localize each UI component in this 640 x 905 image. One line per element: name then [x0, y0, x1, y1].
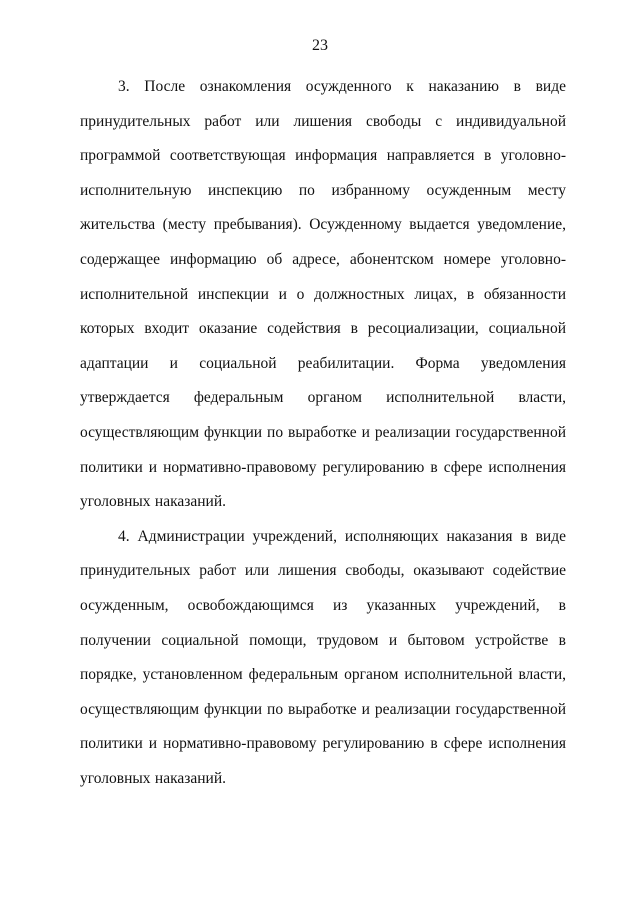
paragraph-3: 3. После ознакомления осужденного к наказанию в виде принудительных работ или лишения свободы с индивидуальной программой соответствующая информация направляется в уголовно-исполнительную инспекцию по избранному осужденным месту жительства (месту пребывания). Осужденному выдается уведомление, содержащее информацию об адресе, абонентском номере уголовно-исполнительной инспекции и о должностных лицах, в обязанности которых входит оказание содействия в ресоциализации, социальной адаптации и социальной реабилитации. Форма уведомления утверждается федеральным органом исполнительной власти, осуществляющим функции по выработке и реализации государственной политики и нормативно-правовому регулированию в сфере исполнения уголовных наказаний. [80, 78, 566, 511]
paragraph-4: 4. Администрации учреждений, исполняющих наказания в виде принудительных работ или лишения свободы, оказывают содействие осужденным, освобождающимся из указанных учреждений, в получении социальной помощи, трудовом и бытовом устройстве в порядке, установленном федеральным органом исполнительной власти, осуществляющим функции по выработке и реализации государственной политики и нормативно-правовому регулированию в сфере исполнения уголовных наказаний. [80, 527, 566, 787]
document-body [80, 70, 566, 796]
page-number: 23 [312, 37, 328, 54]
